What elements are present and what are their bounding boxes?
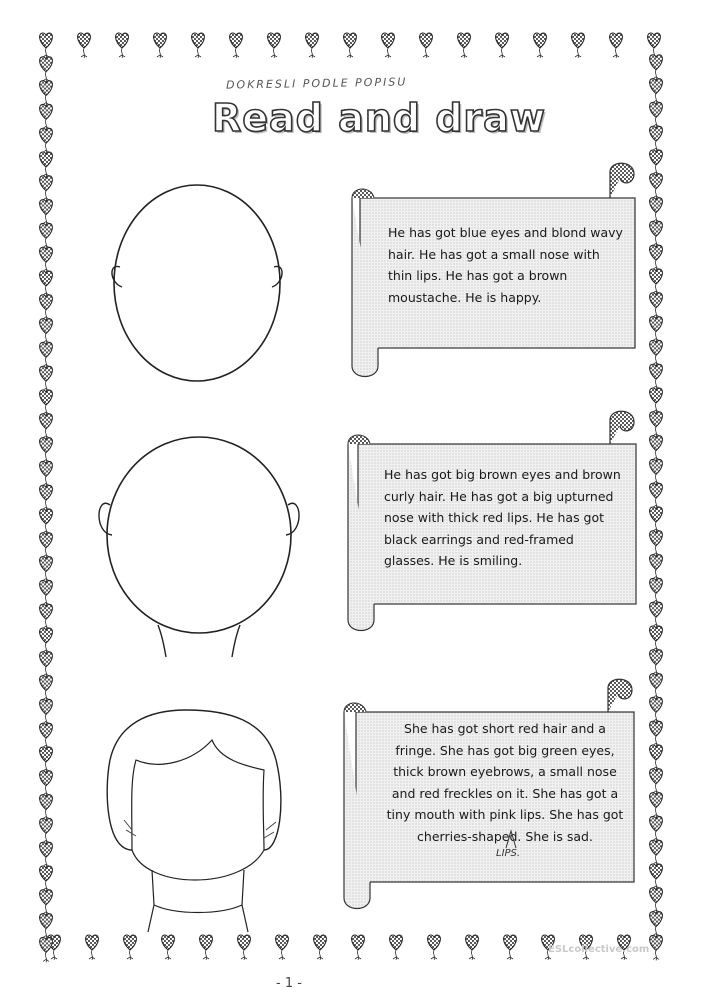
description-2-line: black earrings and red-framed: [384, 531, 574, 547]
face-outline-1: [100, 175, 300, 390]
heart-balloon-icon: [40, 771, 53, 796]
heart-balloon-icon: [650, 840, 663, 865]
heart-balloon-icon: [40, 223, 53, 248]
heart-balloon-icon: [420, 33, 433, 58]
heart-balloon-icon: [650, 55, 663, 80]
heart-balloon-icon: [650, 293, 663, 318]
heart-balloon-icon: [40, 842, 53, 867]
heart-balloon-icon: [40, 414, 53, 439]
heart-balloon-icon: [40, 723, 53, 748]
heart-balloon-icon: [40, 342, 53, 367]
heart-balloon-icon: [650, 102, 663, 127]
heart-balloon-icon: [648, 33, 661, 58]
heart-balloon-icon: [382, 33, 395, 58]
handwritten-note: LIPS.: [496, 848, 521, 859]
heart-balloon-icon: [40, 795, 53, 820]
heart-balloon-icon: [40, 57, 53, 82]
heart-balloon-icon: [40, 271, 53, 296]
heart-balloon-icon: [40, 366, 53, 391]
heart-balloon-icon: [40, 319, 53, 344]
heart-balloon-icon: [610, 33, 623, 58]
heart-balloon-icon: [40, 438, 53, 463]
heart-balloon-icon: [534, 33, 547, 58]
heart-balloon-icon: [650, 412, 663, 437]
heart-balloon-icon: [650, 626, 663, 651]
heart-balloon-icon: [650, 459, 663, 484]
heart-balloon-icon: [40, 557, 53, 582]
heart-balloon-icon: [40, 652, 53, 677]
heart-balloon-icon: [40, 676, 53, 701]
heart-balloon-icon: [40, 485, 53, 510]
heart-balloon-icon: [428, 935, 441, 960]
heart-balloon-icon: [650, 697, 663, 722]
heart-balloon-icon: [154, 33, 167, 58]
heart-balloon-icon: [40, 295, 53, 320]
heart-balloon-icon: [344, 33, 357, 58]
description-3-line: tiny mouth with pink lips. She has got: [386, 807, 624, 822]
heart-balloon-icon: [650, 864, 663, 889]
heart-balloon-icon: [650, 674, 663, 699]
description-1-line: moustache. He is happy.: [388, 289, 542, 305]
worksheet-title: Read and draw: [212, 96, 546, 140]
heart-balloon-icon: [116, 33, 129, 58]
heart-balloon-icon: [650, 483, 663, 508]
face-outline-2: [96, 435, 316, 660]
heart-balloon-icon: [40, 604, 53, 629]
heart-balloon-icon: [40, 937, 53, 962]
heart-balloon-icon: [650, 888, 663, 913]
heart-balloon-icon: [78, 33, 91, 58]
heart-balloon-icon: [650, 721, 663, 746]
page-number: - 1 -: [276, 976, 302, 991]
insertion-caret-icon: [504, 828, 518, 850]
description-3-line: cherries-shaped. She is sad.: [417, 828, 593, 844]
heart-balloon-icon: [40, 747, 53, 772]
heart-balloon-icon: [650, 578, 663, 603]
heart-balloon-icon: [650, 317, 663, 342]
heart-balloon-icon: [40, 699, 53, 724]
heart-balloon-icon: [40, 81, 53, 106]
heart-balloon-icon: [40, 866, 53, 891]
heart-balloon-icon: [650, 769, 663, 794]
heart-balloon-icon: [650, 650, 663, 675]
heart-balloon-icon: [40, 176, 53, 201]
heart-balloon-icon: [650, 340, 663, 365]
heart-balloon-icon: [40, 247, 53, 272]
description-2: [384, 464, 621, 572]
heart-balloon-icon: [650, 388, 663, 413]
heart-balloon-icon: [458, 33, 471, 58]
heart-balloon-icon: [650, 79, 663, 104]
heart-balloon-icon: [650, 150, 663, 175]
heart-balloon-icon: [40, 461, 53, 486]
heart-balloon-icon: [650, 436, 663, 461]
heart-balloon-icon: [306, 33, 319, 58]
heart-balloon-icon: [40, 628, 53, 653]
heart-balloon-icon: [650, 245, 663, 270]
description-3-line: She has got short red hair and a: [404, 721, 606, 736]
heart-balloon-icon: [40, 509, 53, 534]
description-2-line: nose with thick red lips. He has got: [384, 510, 605, 525]
description-1: [388, 222, 623, 308]
description-1-line: thin lips. He has got a brown: [388, 268, 568, 283]
heart-balloon-icon: [40, 890, 53, 915]
heart-balloon-icon: [650, 531, 663, 556]
heart-balloon-icon: [40, 128, 53, 153]
heart-balloon-icon: [650, 174, 663, 199]
heart-balloon-icon: [40, 33, 53, 58]
heart-balloon-icon: [650, 198, 663, 223]
description-2-line: curly hair. He has got a big upturned: [384, 488, 614, 504]
heart-balloon-icon: [650, 507, 663, 532]
heart-balloon-icon: [390, 935, 403, 960]
heart-balloon-icon: [268, 33, 281, 58]
heart-balloon-icon: [650, 221, 663, 246]
heart-balloon-icon: [40, 533, 53, 558]
face-outline-3: [96, 700, 296, 940]
heart-balloon-icon: [650, 793, 663, 818]
heart-balloon-icon: [496, 33, 509, 58]
heart-balloon-icon: [572, 33, 585, 58]
heart-balloon-icon: [40, 104, 53, 129]
heart-balloon-icon: [40, 152, 53, 177]
description-3-line: and red freckles on it. She has got a: [391, 785, 619, 801]
description-3-line: thick brown eyebrows, a small nose: [393, 764, 617, 779]
instruction-subtitle: DOKRESLI PODLE POPISU: [225, 75, 408, 92]
heart-balloon-icon: [40, 580, 53, 605]
heart-balloon-icon: [650, 364, 663, 389]
heart-balloon-icon: [650, 912, 663, 937]
heart-balloon-icon: [650, 555, 663, 580]
heart-balloon-icon: [650, 816, 663, 841]
heart-balloon-icon: [230, 33, 243, 58]
description-3-line: fringe. She has got big green eyes,: [395, 742, 615, 758]
heart-balloon-icon: [40, 200, 53, 225]
description-2-line: He has got big brown eyes and brown: [384, 467, 621, 482]
description-2-line: glasses. He is smiling.: [384, 553, 523, 568]
description-1-line: hair. He has got a small nose with: [388, 246, 600, 262]
heart-balloon-icon: [650, 126, 663, 151]
heart-balloon-icon: [650, 745, 663, 770]
heart-balloon-icon: [650, 269, 663, 294]
heart-balloon-icon: [40, 390, 53, 415]
heart-balloon-icon: [314, 935, 327, 960]
description-1-line: He has got blue eyes and blond wavy: [388, 225, 623, 240]
watermark: ESLcollective.com: [548, 944, 650, 955]
heart-balloon-icon: [650, 935, 663, 960]
heart-balloon-icon: [352, 935, 365, 960]
heart-balloon-icon: [192, 33, 205, 58]
heart-balloon-icon: [40, 818, 53, 843]
heart-balloon-icon: [504, 935, 517, 960]
heart-balloon-icon: [650, 602, 663, 627]
heart-balloon-icon: [466, 935, 479, 960]
